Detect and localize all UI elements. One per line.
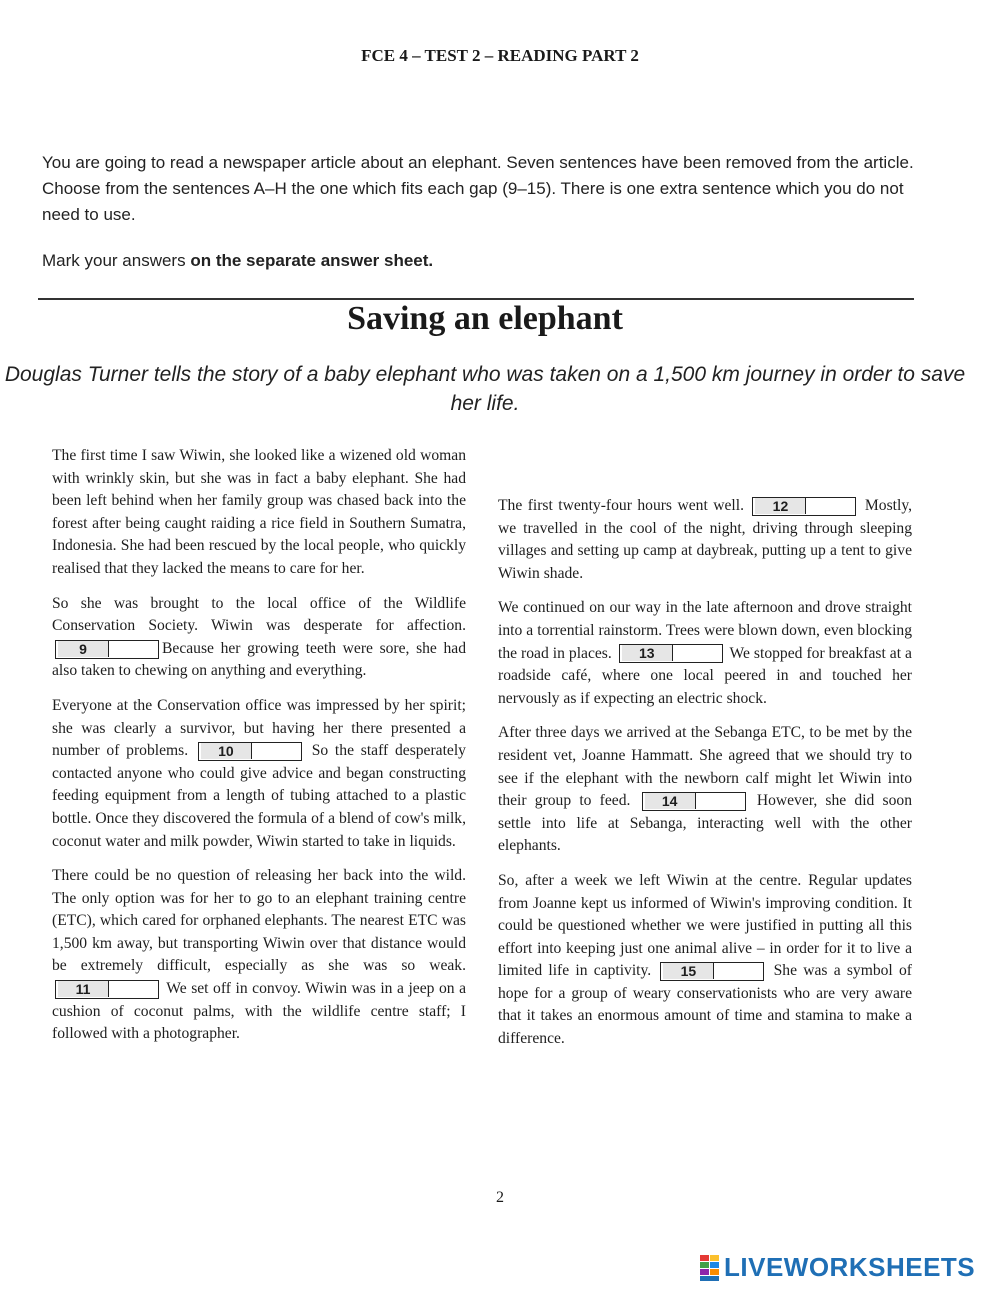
paragraph-5 [498,495,912,585]
paragraph-4-part-b: We set off in convoy. Wiwin was in a jeep on a cushion of coconut palms, with the wildlife centre staff; I followed with a photographer. [52,980,466,1043]
answer-gap-11[interactable] [55,980,159,999]
answer-gap-12[interactable] [752,497,856,516]
paragraph-2 [52,593,466,683]
paragraph-6 [498,597,912,710]
article-subtitle: Douglas Turner tells the story of a baby elephant who was taken on a 1,500 km journey in order to save her life. [4,363,966,415]
answer-gap-10[interactable] [198,742,302,761]
paragraph-5-part-b: Mostly, we travelled in the cool of the night, driving through sleeping villages and setting up camp at daybreak, putting up a tent to give Wiwin shade. [498,497,912,582]
paragraph-8 [498,870,912,1051]
liveworksheets-brand [700,1252,975,1283]
paragraph-2-part-b: Because her growing teeth were sore, she had also taken to chewing on anything and everything. [52,639,466,680]
instructions [42,150,922,274]
gap-number-13: 13 [622,645,673,661]
answer-gap-13[interactable] [619,644,723,663]
paragraph-4-part-a: There could be no question of releasing her back into the wild. The only option was for her to go to an elephant training centre (ETC), which cared for orphaned elephants. The nearest ETC was 1,500 km away, but transporting Wiwin over that distance would be extremely difficult, especially as she was so weak. [52,867,466,975]
instructions-text: You are going to read a newspaper article about an elephant. Seven sentences have been removed from the article. Choose from the sentences A–H the one which fits each gap (9–15). There is one extra sentence which you do not need to use. [42,153,914,224]
answer-sheet-instruction [42,248,922,274]
page-header-title: FCE 4 – TEST 2 – READING PART 2 [361,46,639,65]
paragraph-6-part-a: We continued on our way in the late afternoon and drove straight into a torrential rainstorm. Trees were blown down, even blocking the road in places. [498,599,912,662]
brand-name: LIVEWORKSHEETS [724,1252,976,1282]
page-number: 2 [496,1189,504,1206]
paragraph-4 [52,865,466,1046]
paragraph-8-part-b: She was a symbol of hope for a group of weary conservationists who are very aware that it takes an enormous amount of time and stamina to make a difference. [498,962,912,1048]
paragraph-5-part-a: The first twenty-four hours went well. [498,497,744,514]
paragraph-3 [52,695,466,853]
paragraph-7-part-a: After three days we arrived at the Sebanga ETC, to be met by the resident vet, Joanne Hammatt. She agreed that we should try to see if the elephant with the newborn calf might let Wiwin into their group to feed. [498,724,912,810]
paragraph-1: The first time I saw Wiwin, she looked like a wizened old woman with wrinkly skin, but she was in fact a baby elephant. She had been left behind when her family group was chased back into the forest after being caught raiding a rice field in Southern Sumatra, Indonesia. She had been rescued by the local people, who quickly realised that they lacked the means to care for her. [52,447,466,577]
answer-gap-14[interactable] [642,792,746,811]
paragraph-3-part-b: So the staff desperately contacted anyone who could give advice and began constructing feeding equipment from a length of tubing attached to a plastic bottle. Once they discovered the formula of a blend of cow's milk, coconut water and milk powder, Wiwin started to take in liquids. [52,742,466,850]
paragraph-3-part-a: Everyone at the Conservation office was impressed by her spirit; she was clearly a survivor, but having her there presented a number of problems. [52,696,466,760]
paragraph-8-part-a: So, after a week we left Wiwin at the centre. Regular updates from Joanne kept us informed of Wiwin's improving condition. It could be questioned whether we were justified in putting all this effort into keeping just one animal alive – in order for it to live a limited life in captivity. [498,871,912,980]
paragraph-6-part-b: We stopped for breakfast at a roadside café, where one local peered in and touched her nervously as if expecting an electric shock. [498,644,912,707]
liveworksheets-logo-icon [700,1255,720,1281]
gap-number-12: 12 [755,498,806,514]
gap-number-10: 10 [201,743,252,759]
answer-gap-9[interactable] [55,640,159,659]
article-title: Saving an elephant [347,300,623,337]
gap-number-11: 11 [58,981,109,997]
gap-number-15: 15 [663,963,714,979]
gap-number-9: 9 [58,641,109,657]
paragraph-2-part-a: So she was brought to the local office of the Wildlife Conservation Society. Wiwin was desperate for affection. [52,594,466,635]
mark-bold: on the separate answer sheet. [190,251,434,270]
paragraph-7 [498,722,912,858]
gap-number-14: 14 [645,793,696,809]
article-column-right [498,495,912,1063]
answer-gap-15[interactable] [660,962,764,981]
paragraph-7-part-b: However, she did soon settle into life at Sebanga, interacting well with the other elephants. [498,792,912,855]
article-column-left [52,445,466,1058]
mark-prefix: Mark your answers [42,251,191,270]
